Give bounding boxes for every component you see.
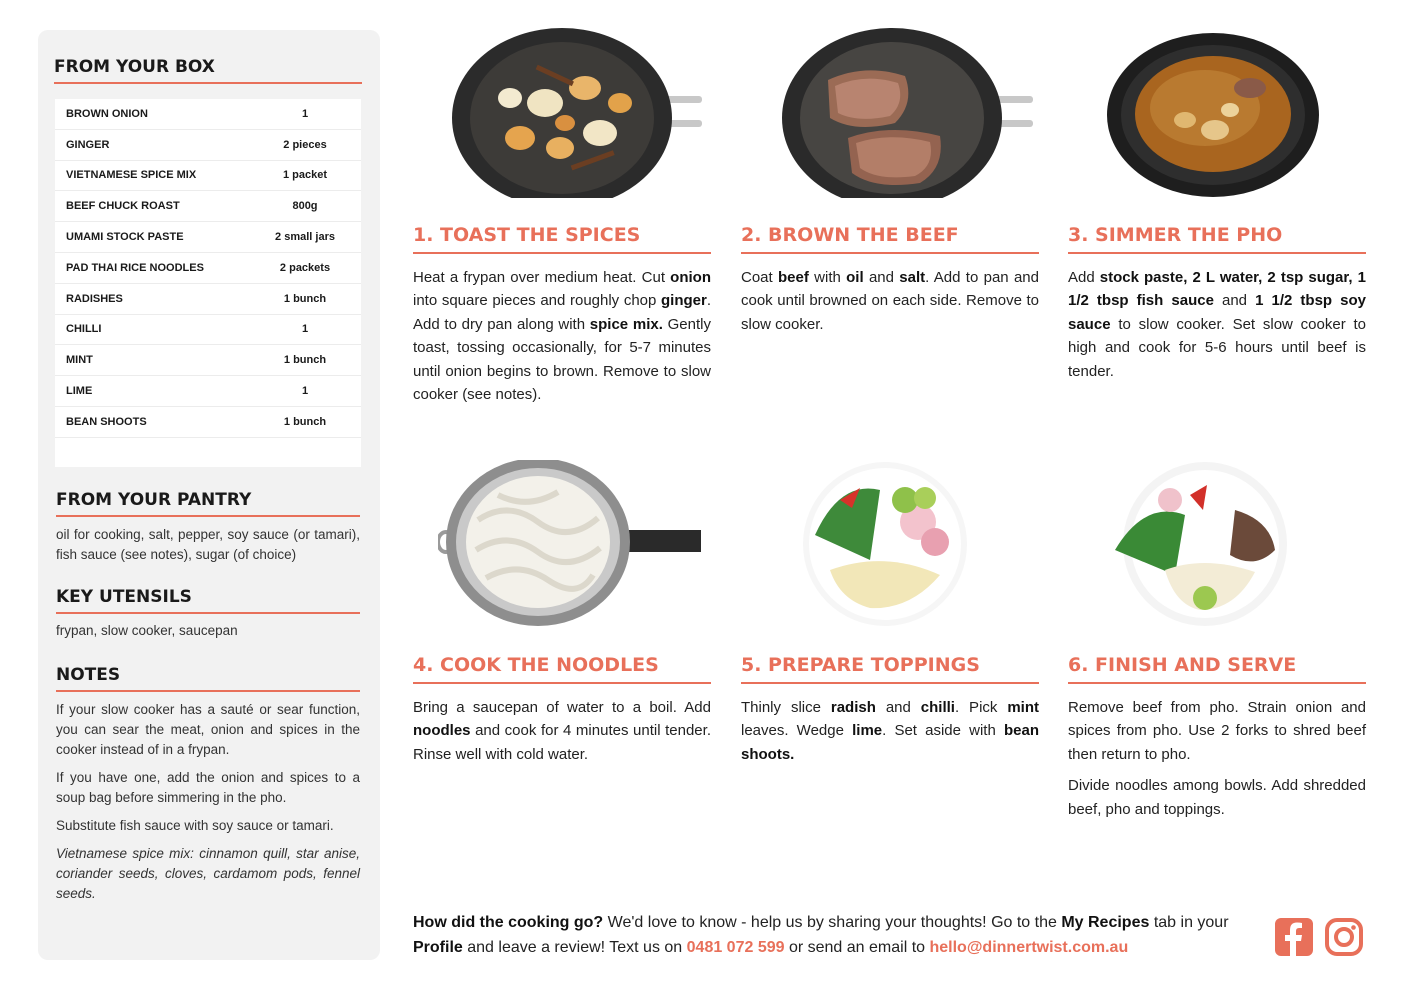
toast-spices-photo [450, 28, 705, 198]
step-text-segment: with [808, 269, 847, 286]
ingredient-name: MINT [66, 354, 93, 367]
ingredient-name: GINGER [66, 138, 110, 151]
ingredient-name: BROWN ONION [66, 107, 148, 120]
ingredient-name: RADISHES [66, 292, 123, 305]
step-6-text [1068, 696, 1366, 829]
step-text-segment: to slow cooker. Set slow cooker to high and cook for 5-6 hours until beef is tender. [1068, 315, 1366, 380]
step-text-segment: Remove beef from pho. Strain onion and spices from pho. Use 2 forks to shred beef then return to pho. [1068, 699, 1366, 763]
step-4-text [413, 696, 711, 774]
ingredient-qty: 1 bunch [283, 292, 327, 305]
step-paragraph [413, 696, 711, 766]
step-text-segment: Thinly slice [741, 699, 831, 716]
ingredient-name: VIETNAMESE SPICE MIX [66, 169, 197, 182]
ingredient-name: UMAMI STOCK PASTE [66, 231, 184, 244]
ingredient-row [55, 130, 361, 161]
step-text-segment: Bring a saucepan of water to a boil. Add [413, 699, 711, 716]
toppings-photo [800, 460, 970, 628]
ingredient-qty: 1 bunch [283, 354, 327, 367]
step-text-segment: and cook for 4 minutes until tender. Rinse well with cold water. [413, 722, 711, 763]
email-link[interactable]: hello@dinnertwist.com.au [929, 939, 1129, 956]
key-utensils-title: KEY UTENSILS [56, 587, 360, 614]
ingredient-highlight: stock paste, 2 L water, 2 tsp sugar, 1 1/2 tbsp fish sauce [1068, 269, 1366, 310]
step-text-segment: Heat a frypan over medium heat. Cut [413, 269, 671, 286]
step-6-title: 6. FINISH AND SERVE [1068, 654, 1366, 684]
ingredient-highlight: mint [1007, 699, 1039, 716]
ingredient-qty: 1 [301, 107, 309, 120]
note-item: If you have one, add the onion and spices to a soup bag before simmering in the pho. [56, 770, 360, 805]
step-text-segment: and [863, 269, 900, 286]
ingredients-table [55, 99, 361, 467]
step-paragraph [413, 266, 711, 406]
step-paragraph [1068, 266, 1366, 383]
step-text-segment: . Set aside with [882, 722, 1004, 740]
note-item: Substitute fish sauce with soy sauce or tamari. [56, 818, 334, 833]
step-paragraph [1068, 774, 1366, 821]
step-5-title: 5. PREPARE TOPPINGS [741, 654, 1039, 684]
footer-text: We'd love to know - help us by sharing your thoughts! Go to the [603, 914, 1062, 931]
ingredient-row [55, 99, 361, 130]
step-text-segment: Add [1068, 269, 1100, 286]
ingredient-highlight: onion [670, 269, 711, 286]
ingredient-row [55, 315, 361, 346]
ingredient-qty: 1 [301, 385, 309, 398]
ingredient-row [55, 191, 361, 222]
ingredient-row [55, 345, 361, 376]
step-text-segment: leaves. Wedge [741, 722, 853, 740]
step-text-segment: Gently toast, tossing occasionally, for 5-7 minutes until onion begins to brown. Remove to slow cooker (see notes). [413, 315, 711, 404]
ingredient-row [55, 161, 361, 192]
ingredient-highlight: salt [899, 269, 926, 286]
brown-beef-photo [780, 28, 1035, 198]
pantry-text: oil for cooking, salt, pepper, soy sauce (or tamari), fish sauce (see notes), sugar (of choice) [56, 527, 360, 562]
ingredient-highlight: radish [830, 699, 876, 716]
ingredient-name: CHILLI [66, 323, 102, 336]
ingredient-highlight: 1 1/2 tbsp soy sauce [1068, 292, 1366, 333]
step-2-text [741, 266, 1039, 344]
step-4-title: 4. COOK THE NOODLES [413, 654, 711, 684]
ingredient-name: BEEF CHUCK ROAST [66, 200, 180, 213]
slow-cooker-photo [1105, 30, 1325, 200]
ingredient-name: BEAN SHOOTS [66, 415, 147, 428]
ingredient-row [55, 284, 361, 315]
ingredient-qty: 1 bunch [283, 415, 327, 428]
step-text-segment: Divide noodles among bowls. Add shredded beef, pho and toppings. [1068, 777, 1366, 818]
ingredient-qty: 2 small jars [275, 231, 335, 244]
ingredient-qty: 1 [301, 323, 309, 336]
noodles-photo [438, 460, 703, 628]
ingredient-row [55, 407, 361, 438]
step-text-segment: and [1213, 292, 1256, 310]
step-text-segment: into square pieces and roughly chop [413, 292, 661, 310]
step-3-text [1068, 266, 1366, 391]
step-text-segment: Coat [741, 269, 778, 286]
ingredient-row [55, 222, 361, 253]
feedback-footer [413, 910, 1263, 960]
ingredients-sidebar [38, 30, 380, 960]
note-item-spice-mix: Vietnamese spice mix: cinnamon quill, star anise, coriander seeds, cloves, cardamom pods, fennel seeds. [56, 846, 360, 901]
ingredient-highlight: ginger [660, 292, 707, 310]
ingredient-qty: 2 pieces [283, 138, 327, 151]
finished-pho-photo [1105, 460, 1295, 628]
from-your-pantry-title: FROM YOUR PANTRY [56, 490, 360, 517]
ingredient-highlight: bean shoots. [741, 722, 1039, 763]
note-item: If your slow cooker has a sauté or sear function, you can sear the meat, onion and spices in the cooker instead of in a frypan. [56, 702, 360, 757]
ingredient-highlight: chilli [920, 699, 955, 716]
step-5-text [741, 696, 1039, 774]
ingredient-qty: 800g [292, 200, 318, 213]
instagram-icon[interactable] [1325, 918, 1363, 956]
phone-link[interactable]: 0481 072 599 [686, 939, 785, 956]
step-text-segment: . Pick [954, 699, 1008, 716]
ingredient-highlight: lime [852, 722, 883, 740]
footer-bold-text: Profile [413, 939, 463, 956]
footer-text: and leave a review! Text us on [462, 939, 687, 956]
facebook-icon[interactable] [1275, 918, 1313, 956]
ingredient-highlight: spice mix. [589, 315, 663, 333]
footer-text: tab in your [1149, 914, 1229, 931]
footer-text: or send an email to [784, 939, 930, 956]
ingredient-qty: 2 packets [279, 261, 331, 274]
ingredient-highlight: beef [778, 269, 809, 286]
ingredient-name: LIME [66, 385, 93, 398]
from-your-box-title: FROM YOUR BOX [54, 57, 362, 84]
ingredient-row [55, 253, 361, 284]
step-2-title: 2. BROWN THE BEEF [741, 224, 1039, 254]
step-1-title: 1. TOAST THE SPICES [413, 224, 711, 254]
ingredient-qty: 1 packet [282, 169, 328, 182]
step-3-title: 3. SIMMER THE PHO [1068, 224, 1366, 254]
step-1-text [413, 266, 711, 414]
ingredient-highlight: noodles [413, 722, 471, 740]
notes-list [56, 700, 360, 912]
ingredient-highlight: oil [846, 269, 864, 286]
step-text-segment: . Add to dry pan along with [413, 292, 711, 333]
step-paragraph [741, 696, 1039, 766]
utensils-text: frypan, slow cooker, saucepan [56, 623, 238, 638]
step-paragraph [741, 266, 1039, 336]
footer-bold-text: My Recipes [1061, 914, 1150, 931]
footer-bold-text: How did the cooking go? [413, 914, 604, 931]
step-text-segment: . Add to pan and cook until browned on each side. Remove to slow cooker. [741, 269, 1039, 333]
step-text-segment: and [875, 699, 921, 716]
step-paragraph [1068, 696, 1366, 766]
notes-title: NOTES [56, 665, 360, 692]
ingredient-name: PAD THAI RICE NOODLES [66, 261, 204, 274]
ingredient-row [55, 376, 361, 407]
